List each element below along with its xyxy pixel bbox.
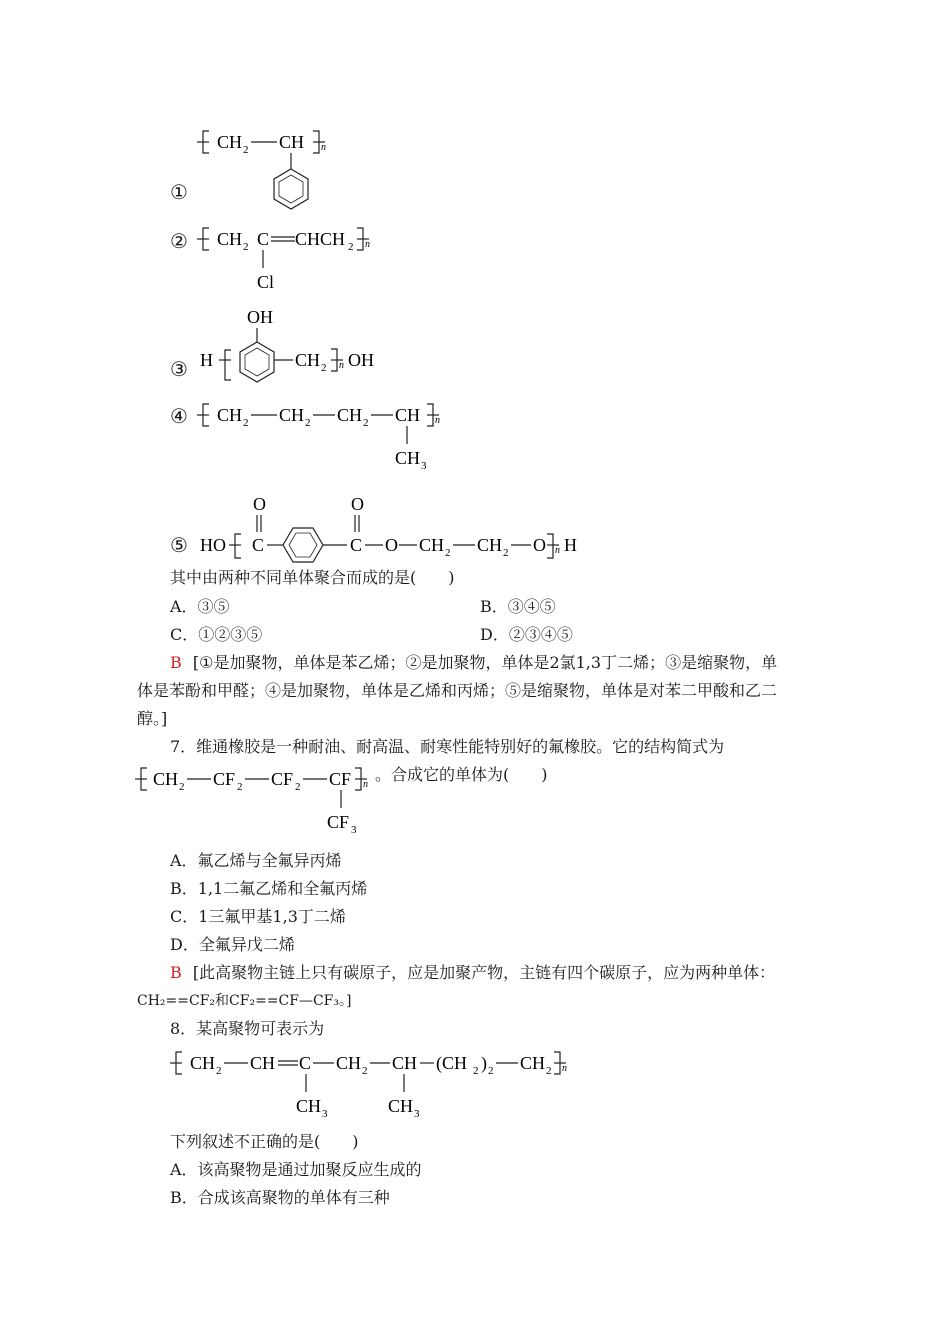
q7-answer-letter: B	[170, 963, 182, 982]
svg-text:C: C	[252, 535, 265, 555]
svg-text:CH: CH	[296, 1096, 322, 1116]
q6-answer-line-3: 醇。]	[137, 709, 168, 728]
q7-stem-tail: 。合成它的单体为( )	[375, 765, 548, 784]
svg-text:3: 3	[414, 1108, 420, 1120]
svg-text:O: O	[253, 494, 266, 514]
svg-text:CH: CH	[336, 1053, 362, 1073]
formula-phenolic-resin	[195, 302, 395, 397]
svg-text:CF: CF	[327, 812, 350, 832]
svg-text:CH: CH	[295, 350, 321, 370]
svg-text:n: n	[562, 1063, 567, 1074]
q7-answer-line-1	[170, 963, 775, 983]
formula-polyester	[195, 488, 595, 564]
svg-text:n: n	[339, 360, 344, 371]
svg-text:CH: CH	[190, 1053, 216, 1073]
svg-text:CH: CH	[477, 535, 503, 555]
svg-text:n: n	[555, 545, 560, 556]
svg-text:n: n	[363, 779, 368, 790]
svg-text:C: C	[257, 229, 270, 249]
q8-option-a: A．该高聚物是通过加聚反应生成的	[170, 1160, 422, 1179]
svg-text:O: O	[533, 535, 546, 555]
q7-stem: 7．维通橡胶是一种耐油、耐高温、耐寒性能特别好的氟橡胶。它的结构简式为	[170, 737, 725, 756]
svg-text:): )	[481, 1053, 487, 1073]
q6-answer-letter: B	[170, 653, 182, 672]
svg-text:CH: CH	[392, 1053, 418, 1073]
formula-viton	[133, 762, 393, 840]
svg-text:2: 2	[546, 1065, 552, 1077]
q7-answer-text-1: [此高聚物主链上只有碳原子，应是加聚产物，主链有四个碳原子，应为两种单体：	[192, 963, 776, 982]
svg-text:CH: CH	[217, 229, 243, 249]
svg-text:2: 2	[445, 547, 451, 559]
svg-text:3: 3	[421, 460, 427, 472]
svg-text:2: 2	[362, 1065, 368, 1077]
svg-text:CHCH: CHCH	[295, 229, 346, 249]
svg-text:2: 2	[473, 1065, 479, 1077]
item-number-1: ①	[170, 180, 188, 204]
q6-option-b: B．③④⑤	[480, 597, 556, 616]
q6-option-d: D．②③④⑤	[480, 625, 573, 644]
svg-text:CH: CH	[279, 405, 305, 425]
q6-answer-text-1: [①是加聚物，单体是苯乙烯；②是加聚物，单体是2氯1,3丁二烯；③是缩聚物，单	[192, 653, 778, 672]
q7-answer-line-2: CH₂==CF₂和CF₂==CF—CF₃。]	[137, 993, 352, 1009]
svg-text:CH: CH	[217, 405, 243, 425]
svg-text:2: 2	[237, 781, 243, 793]
svg-text:CH: CH	[520, 1053, 546, 1073]
q7-option-b: B．1,1二氟乙烯和全氟丙烯	[170, 879, 368, 898]
svg-text:n: n	[321, 142, 326, 153]
q6-answer-line-1	[170, 653, 777, 673]
item-number-5: ⑤	[170, 533, 188, 557]
q6-question: 其中由两种不同单体聚合而成的是( )	[170, 568, 455, 587]
svg-text:O: O	[351, 494, 364, 514]
svg-text:2: 2	[179, 781, 185, 793]
q8-option-b: B．合成该高聚物的单体有三种	[170, 1188, 390, 1207]
q7-option-a: A．氟乙烯与全氟异丙烯	[170, 851, 342, 870]
svg-text:n: n	[435, 415, 440, 426]
f1-ch: CH	[279, 132, 305, 152]
svg-text:n: n	[365, 239, 370, 250]
svg-text:CH: CH	[250, 1053, 276, 1073]
svg-text:CH: CH	[395, 405, 421, 425]
f1-ch2: CH	[217, 132, 243, 152]
svg-text:2: 2	[503, 547, 509, 559]
svg-text:CH: CH	[153, 769, 179, 789]
svg-text:O: O	[385, 535, 398, 555]
svg-text:2: 2	[348, 241, 354, 253]
f1-sub2: 2	[243, 144, 249, 156]
svg-text:3: 3	[322, 1108, 328, 1120]
q6-option-c: C．①②③⑤	[170, 625, 263, 644]
svg-text:2: 2	[321, 362, 327, 374]
svg-text:2: 2	[305, 417, 311, 429]
svg-text:2: 2	[243, 241, 249, 253]
svg-text:H: H	[200, 350, 213, 370]
svg-text:CH: CH	[419, 535, 445, 555]
formula-polystyrene	[195, 125, 345, 220]
svg-text:OH: OH	[247, 307, 273, 327]
svg-text:2: 2	[363, 417, 369, 429]
formula-polychloroprene	[195, 222, 395, 294]
svg-text:C: C	[350, 535, 363, 555]
svg-text:CH: CH	[337, 405, 363, 425]
svg-text:3: 3	[351, 824, 357, 836]
item-number-2: ②	[170, 229, 188, 253]
item-number-3: ③	[170, 357, 188, 381]
formula-q8-polymer	[168, 1046, 588, 1124]
svg-text:(CH: (CH	[436, 1053, 467, 1073]
svg-text:2: 2	[216, 1065, 222, 1077]
q6-answer-line-2: 体是苯酚和甲醛；④是加聚物，单体是乙烯和丙烯；⑤是缩聚物，单体是对苯二甲酸和乙二	[137, 681, 778, 700]
svg-text:H: H	[564, 535, 577, 555]
svg-text:2: 2	[295, 781, 301, 793]
q6-option-a: A．③⑤	[170, 597, 230, 616]
svg-text:CF: CF	[329, 769, 352, 789]
svg-text:HO: HO	[200, 535, 226, 555]
svg-text:OH: OH	[348, 350, 374, 370]
svg-text:C: C	[299, 1053, 312, 1073]
q8-stem: 8．某高聚物可表示为	[170, 1019, 325, 1038]
svg-text:CH: CH	[395, 448, 421, 468]
q7-option-d: D．全氟异戊二烯	[170, 935, 295, 954]
q8-question: 下列叙述不正确的是( )	[170, 1132, 359, 1151]
svg-text:2: 2	[488, 1065, 494, 1077]
svg-text:CF: CF	[213, 769, 236, 789]
svg-text:2: 2	[243, 417, 249, 429]
svg-text:CF: CF	[271, 769, 294, 789]
formula-ethylene-propylene	[195, 398, 455, 478]
svg-text:CH: CH	[388, 1096, 414, 1116]
svg-text:Cl: Cl	[257, 272, 275, 292]
q7-option-c: C．1三氟甲基1,3丁二烯	[170, 907, 346, 926]
item-number-4: ④	[170, 404, 188, 428]
